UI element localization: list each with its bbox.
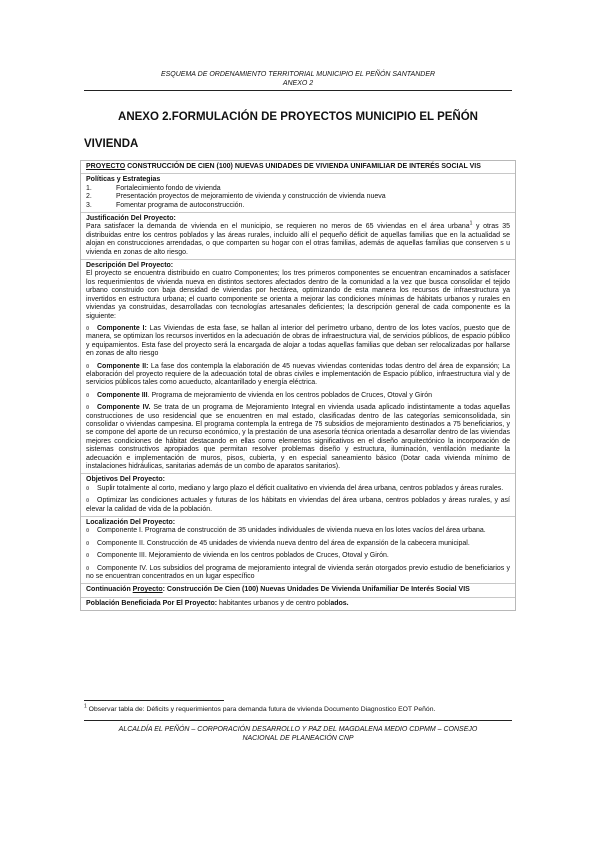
page-footer — [84, 725, 512, 743]
component-text: Se trata de un programa de Mejoramiento Integral en vivienda usada aplicado indistintamente a todas aquellas construcciones de uso residencial que se encuentren en mal estado, clasificadas dentro de las categorías semiconsolidada, sin consolidar o viviendas campesina. El programa contempla la entrega de 75 subsidios de mejoramiento destinados a 75 beneficiarios, y se compone del aporte de un recurso económico, y la prestación de una asesoría técnica orientada a desarrollar dentro de las viviendas mejores condiciones de hábitat destacando en ellas como elementos significativos en el diseño arquitectónico la incorporación de sistemas constructivos apropiados que permitan resolver problemas diseño y estructura, iluminación, ventilación mediante la adecuación e implementación de muros, pisos, cubierta, y en especial saneamiento básico (Dotar cada vivienda mínimo de instalaciones hidráulicas, sanitarias además de un combo de aparatos sanitarios). — [86, 404, 510, 470]
footer-line-1: ALCALDÍA EL PEÑÓN – CORPORACIÓN DESARROLLO Y PAZ DEL MAGDALENA MEDIO CDPMM – CONSEJO — [118, 726, 478, 733]
bullet-icon: ¤ — [86, 553, 90, 560]
justification-text-b: y otras 35 distribuidas entre los centros poblados y las áreas rurales, incluido allí el pequeño déficit de aquellas familias que en la actualidad se alojan en construcciones arrendadas, o que comparten su hogar con el otras familias, además de aquellas familias que conserven s u vivienda en zonas de alto riesgo. — [86, 223, 510, 256]
bullet-icon: ¤ — [86, 498, 90, 505]
footnote-number: 1 — [84, 703, 87, 710]
bullet-icon: ¤ — [86, 485, 90, 492]
footer-divider — [84, 720, 512, 721]
component-text: La fase dos contempla la elaboración de 45 nuevas viviendas contenidas todas dentro del área de expansión; La elaboración del proyecto requiere de la adecuación total de obras civiles e implementación de Espacio público, infraestructura vial y de servicios públicos tales como acueducto, alcantarillado y energía eléctrica. — [86, 362, 510, 387]
location-text: Componente III. Mejoramiento de vivienda en los centros poblados de Cruces, Otoval y Girón. — [97, 552, 389, 560]
justification-heading: Justificación Del Proyecto: — [86, 215, 176, 223]
footer-line-2: NACIONAL DE PLANEACIÓN CNP — [242, 735, 354, 742]
location-row — [81, 517, 515, 584]
justification-text-a: Para satisfacer la demanda de vivienda en el municipio, se requieren no meros de 65 viviendas en el área urbana — [86, 223, 470, 231]
component-label: Componente III — [97, 391, 148, 399]
population-text: habitantes urbanos y de centro pobl — [217, 599, 331, 607]
objective-text: Optimizar las condiciones actuales y futuras de los hábitats en viviendas del área urbana, centros poblados y áreas rurales, y así elevar la calidad de vida de la población. — [86, 497, 510, 513]
justification-text — [86, 223, 510, 257]
item-number: 2. — [86, 193, 92, 201]
annex-title: ANEXO 2.FORMULACIÓN DE PROYECTOS MUNICIPIO EL PEÑÓN — [118, 111, 478, 123]
section-title: VIVIENDA — [84, 138, 139, 150]
header-line-1: ESQUEMA DE ORDENAMIENTO TERRITORIAL MUNICIPIO EL PEÑÓN SANTANDER — [160, 71, 436, 78]
list-item — [86, 193, 510, 201]
population-label: Población Beneficiada Por El Proyecto: — [86, 599, 218, 607]
footnote-divider — [84, 700, 224, 701]
policies-row — [81, 174, 515, 213]
header-divider — [84, 90, 512, 91]
component-text: . Programa de mejoramiento de vivienda en los centros poblados de Cruces, Otoval y Girón — [147, 391, 432, 399]
bullet-icon: ¤ — [86, 325, 90, 332]
page-header — [84, 70, 512, 88]
objective-item — [86, 497, 510, 514]
item-text: Presentación proyectos de mejoramiento de vivienda y construcción de vivienda nueva — [116, 193, 386, 201]
policies-heading: Políticas y Estrategias — [86, 176, 161, 184]
location-item — [86, 527, 510, 535]
description-intro: El proyecto se encuentra distribuido en cuatro Componentes; los tres primeros componentes se encuentran encaminados a satisfacer los requerimientos de vivienda nueva en distintos sectores afectados dentro de la comunidad a la vez que busca consolidar el tejido urbano construido con baja densidad de viviendas por hectárea, optimizando de esta manera los recursos de infraestructura ya invertidos en estructura urbana; el cuarto componente se orienta a mejorar las condiciones mínimas de hábitats urbanos y rurales en viviendas ya construidas, desarrolladas con tecnologías artesanales deficientes; la descripción general de cada componente es la siguiente: — [86, 270, 510, 320]
component-paragraph — [86, 404, 510, 471]
continuation-row — [81, 584, 515, 597]
objective-item — [86, 485, 510, 493]
item-number: 1. — [86, 184, 92, 192]
location-text: Componente II. Construcción de 45 unidades de vivienda nueva dentro del área de expansión de la cabecera municipal. — [97, 539, 470, 547]
population-row — [81, 598, 515, 610]
description-heading: Descripción Del Proyecto: — [86, 262, 174, 270]
item-text: Fortalecimiento fondo de vivienda — [116, 184, 221, 192]
objectives-heading: Objetivos Del Proyecto: — [86, 476, 165, 484]
project-title-row — [81, 161, 515, 174]
continuation-title: : Construcción De Cien (100) Nuevas Unidades De Vivienda Unifamiliar De Interés Social VIS — [162, 586, 470, 594]
item-text: Fomentar programa de autoconstrucción. — [116, 201, 245, 209]
list-item — [86, 185, 510, 193]
footnote-ref: 1 — [469, 221, 473, 228]
location-text: Componente IV. Los subsidios del programa de mejoramiento integral de vivienda serán otorgados previo estudio de beneficiarios y no se encuentran concentrados en un lugar específico — [86, 564, 510, 581]
location-text: Componente I. Programa de construcción de 35 unidades individuales de vivienda nueva en los lotes vacíos del área urbana. — [97, 527, 486, 535]
bullet-icon: ¤ — [86, 565, 90, 572]
project-title: CONSTRUCCIÓN DE CIEN (100) NUEVAS UNIDADES DE VIVIENDA UNIFAMILIAR DE INTERÉS SOCIAL VIS — [125, 163, 481, 170]
component-paragraph — [86, 325, 510, 359]
location-item — [86, 552, 510, 560]
project-label: PROYECTO — [86, 163, 126, 170]
location-item — [86, 565, 510, 582]
policies-list — [86, 185, 510, 210]
footnote-text: Observar tabla de: Déficits y requerimientos para demanda futura de vivienda Documento Diagnostico EOT Peñón. — [86, 706, 436, 713]
header-line-2: ANEXO 2 — [282, 80, 314, 87]
component-text: Las Viviendas de esta fase, se hallan al interior del perímetro urbano, dentro de los lotes vacíos, puesto que de manera, se optimizan los recursos invertidos en la adecuación de obras de infraestructura vial, de servicios públicos, de espacio público y equipamientos. Esta fase del proyecto será la encargada de alojar a todas aquellas familias que deban ser relocalizadas por hallarse en zonas de alto riesgo — [86, 324, 510, 358]
continuation-prefix: Continuación — [86, 586, 133, 594]
component-paragraph — [86, 363, 510, 388]
objective-text: Suplir totalmente al corto, mediano y largo plazo el déficit cualitativo en vivienda del área urbana, centros poblados y áreas rurales. — [97, 484, 504, 492]
bullet-icon: ¤ — [86, 528, 90, 535]
bullet-icon: ¤ — [86, 392, 90, 399]
list-item — [86, 202, 510, 210]
population-tail: ados. — [330, 599, 349, 607]
description-row — [81, 260, 515, 474]
component-paragraph — [86, 392, 510, 400]
component-label: Componente II: — [97, 362, 149, 370]
bullet-icon: ¤ — [86, 405, 90, 412]
component-label: Componente I: — [97, 324, 147, 332]
objectives-row — [81, 474, 515, 517]
project-table — [80, 160, 516, 611]
justification-row — [81, 213, 515, 260]
location-item — [86, 540, 510, 548]
continuation-label: Proyecto — [132, 586, 163, 594]
component-label: Componente IV. — [97, 404, 151, 412]
bullet-icon: ¤ — [86, 540, 90, 547]
item-number: 3. — [86, 201, 92, 209]
footnote — [84, 703, 436, 713]
location-heading: Localización Del Proyecto: — [86, 519, 176, 527]
bullet-icon: ¤ — [86, 363, 90, 370]
